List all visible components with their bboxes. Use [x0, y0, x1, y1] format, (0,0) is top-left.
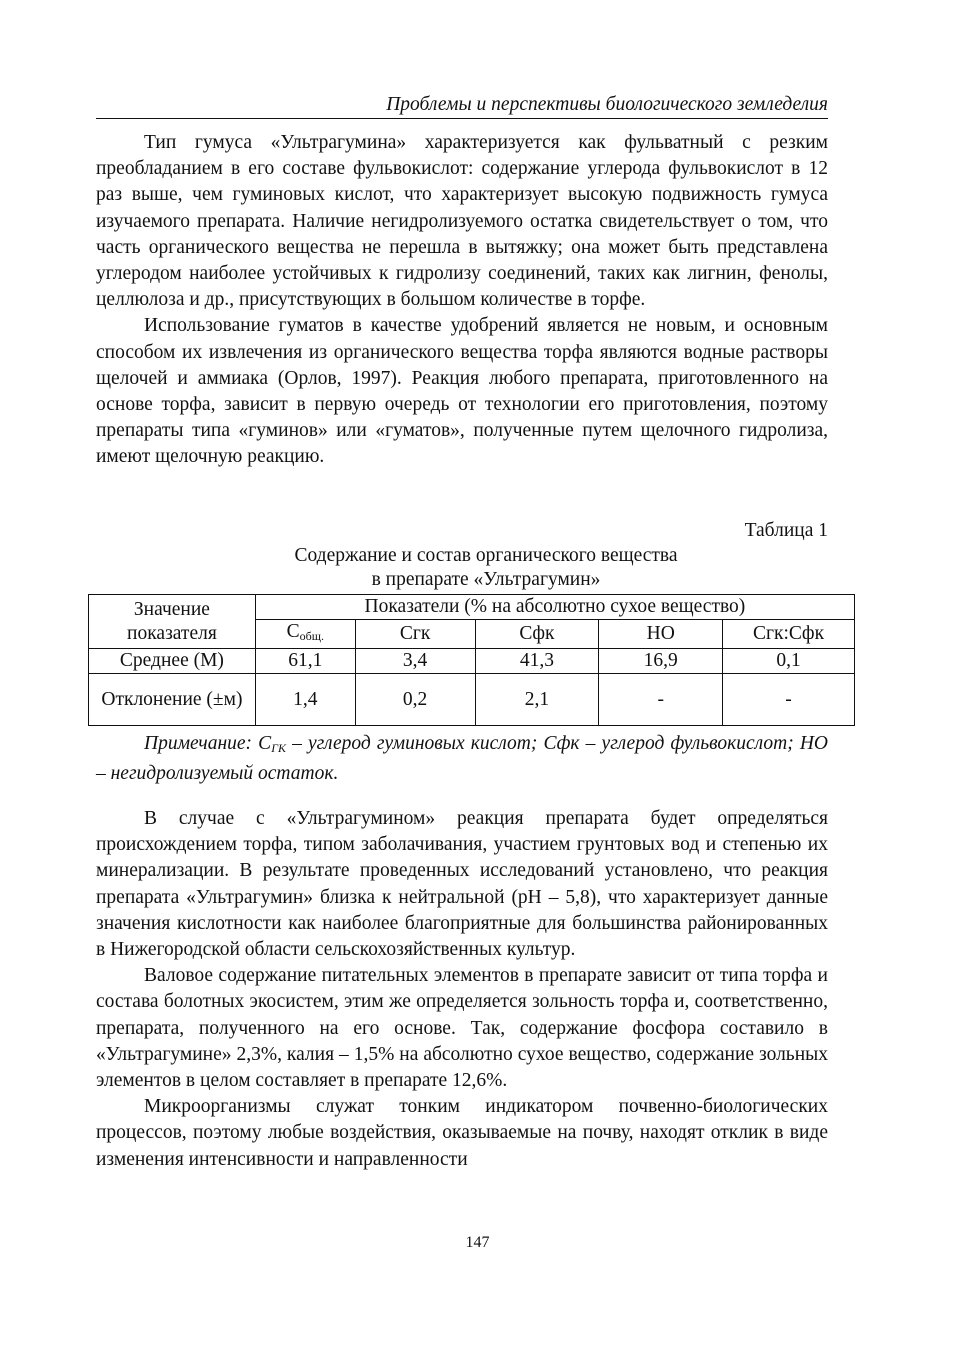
column-header-c-total: $С_{общ.}$	[255, 620, 355, 649]
body-text-bottom	[96, 806, 828, 1173]
table-header-row	[89, 595, 855, 620]
table-title-line: в препарате «Ультрагумин»	[371, 569, 601, 590]
group-header-cell: Показатели (% на абсолютно сухое вещество)	[255, 595, 854, 620]
table-cell: 0,1	[723, 649, 855, 674]
table-row	[89, 674, 855, 726]
table-label: Таблица 1	[744, 520, 828, 541]
row-label: Среднее (М)	[89, 649, 256, 674]
table-row	[89, 649, 855, 674]
table-title	[96, 544, 876, 592]
table-cell: 2,1	[475, 674, 599, 726]
column-header-sgk: Сгк	[355, 620, 475, 649]
table-title-line: Содержание и состав органического вещества	[294, 545, 678, 566]
table-cell: -	[723, 674, 855, 726]
table-cell: 0,2	[355, 674, 475, 726]
data-table	[88, 594, 855, 726]
paragraph: Тип гумуса «Ультрагумина» характеризуется как фульватный с резким преобладанием в его составе фульвокислот: содержание углерода фульвокислот в 12 раз выше, чем гуминовых кислот, что характеризует высокую подвижность гумуса изучаемого препарата. Наличие негидролизуемого остатка свидетельствует о том, что часть органического вещества не перешла в вытяжку; она может быть представлена углеродом наиболее устойчивых к гидролизу соединений, таких как лигнин, фенолы, целлюлоза и др., присутствующих в большом количестве в торфе.	[96, 132, 828, 311]
column-header-ratio: Сгк:Сфк	[723, 620, 855, 649]
table-cell: 1,4	[255, 674, 355, 726]
table-cell: 61,1	[255, 649, 355, 674]
paragraph: В случае с «Ультрагумином» реакция препарата будет определяться происхождением торфа, типом заболачивания, участием грунтовых вод и степенью их минерализации. В результате проведенных исследований установлено, что реакция препарата «Ультрагумин» близка к нейтральной (рН – 5,8), что характеризует данные значения кислотности как наиболее благоприятные для большинства районированных в Нижегородской области сельскохозяйственных культур.	[96, 808, 828, 961]
paragraph: Валовое содержание питательных элементов в препарате зависит от типа торфа и состава болотных экосистем, этим же определяется зольность торфа и, соответственно, препарата, полученного на его основе. Так, содержание фосфора составило в «Ультрагумине» 2,3%, калия – 1,5% на абсолютно сухое вещество, содержание зольных элементов в целом составляет в препарате 12,6%.	[96, 965, 828, 1092]
table-cell: -	[599, 674, 723, 726]
table-cell: 16,9	[599, 649, 723, 674]
paragraph: Микроорганизмы служат тонким индикатором почвенно-биологических процессов, поэтому любые воздействия, оказываемые на почву, находят отклик в виде изменения интенсивности и направленности	[96, 1096, 828, 1170]
running-head: Проблемы и перспективы биологического земледелия	[96, 92, 828, 119]
page-number: 147	[465, 1234, 490, 1251]
column-header-sfk: Сфк	[475, 620, 599, 649]
table-cell: 41,3	[475, 649, 599, 674]
column-header-no: НО	[599, 620, 723, 649]
table-cell: 3,4	[355, 649, 475, 674]
row-label: Отклонение (±м)	[89, 674, 256, 726]
body-text-top	[96, 130, 828, 471]
paragraph: Использование гуматов в качестве удобрений является не новым, и основным способом их извлечения из органического вещества торфа являются водные растворы щелочей и аммиака (Орлов, 1997). Реакция любого препарата, приготовленного на основе торфа, зависит в первую очередь от технологии его приготовления, поэтому препараты типа «гуминов» или «гуматов», полученные путем щелочного гидролиза, имеют щелочную реакцию.	[96, 315, 828, 468]
table-note: Примечание: $С_{ГК}$ – углерод гуминовых кислот; Сфк – углерод фульвокислот; НО – негидролизуемый остаток.	[96, 733, 828, 784]
row-header-cell: Значение показателя	[89, 595, 256, 649]
